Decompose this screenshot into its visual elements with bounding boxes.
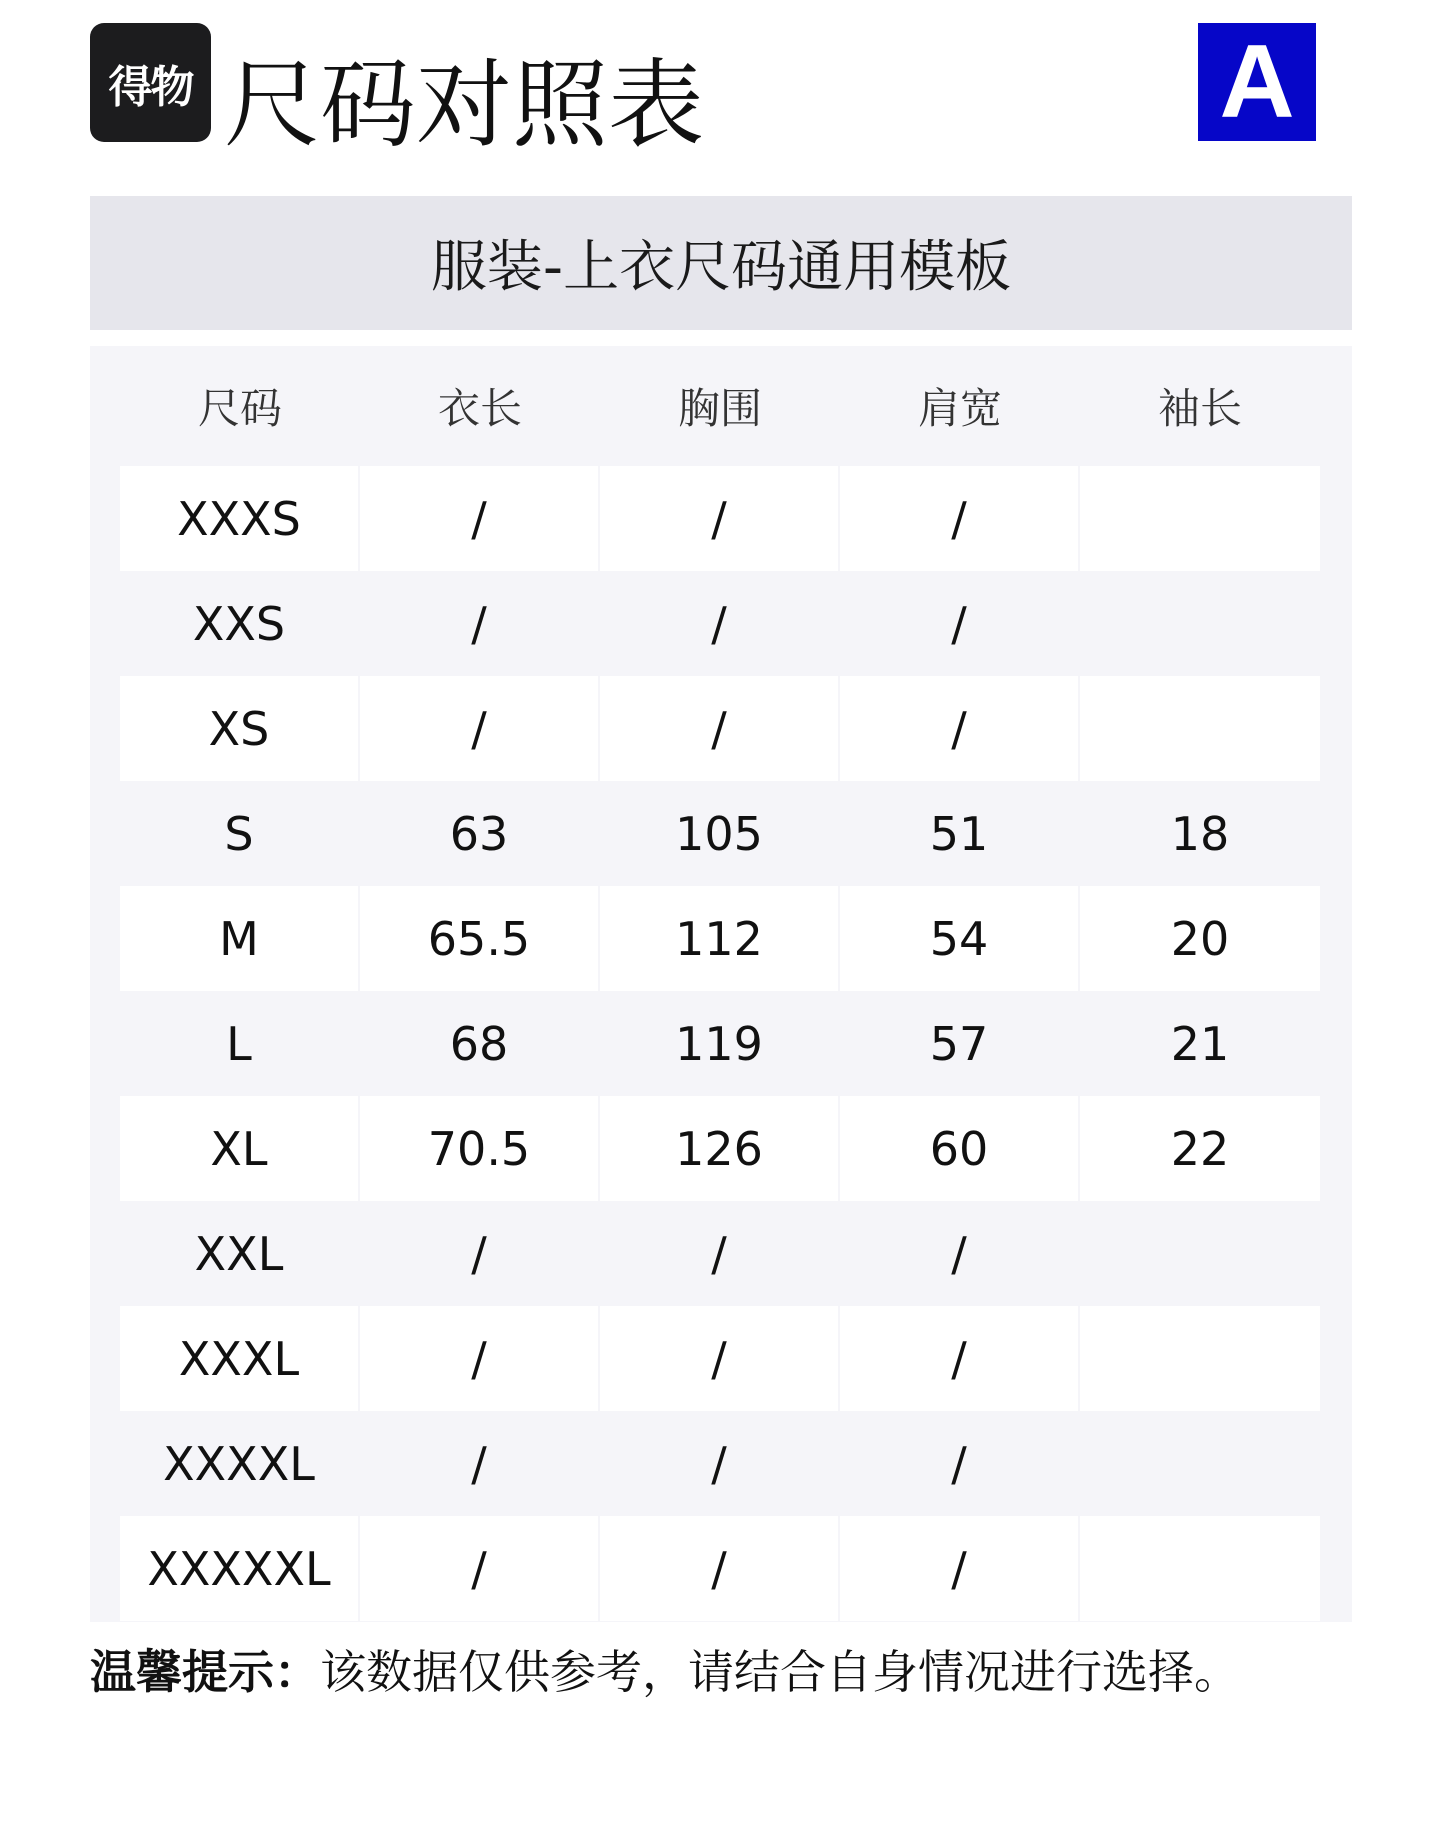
cell-chest: 112: [600, 886, 838, 991]
cell-sleeve: [1080, 571, 1320, 676]
column-header-chest: 胸围: [677, 384, 762, 433]
cell-chest: /: [711, 1436, 727, 1491]
cell-shoulder: /: [840, 466, 1078, 571]
cell-chest: /: [600, 466, 838, 571]
cell-length: /: [360, 1306, 598, 1411]
table-row: [120, 676, 1320, 781]
cell-length: /: [471, 1436, 487, 1491]
cell-length: 65.5: [360, 886, 598, 991]
cell-shoulder: /: [951, 596, 967, 651]
column-header-sleeve: 袖长: [1157, 384, 1242, 433]
size-table: [90, 346, 1352, 1622]
cell-shoulder: /: [951, 1226, 967, 1281]
page-title: 尺码对照表: [224, 49, 704, 161]
cell-size: S: [224, 806, 254, 861]
cell-size: L: [226, 1016, 252, 1071]
table-body: [120, 466, 1320, 1621]
table-header-row: [120, 346, 1320, 466]
tip-text: 该数据仅供参考，请结合自身情况进行选择。: [320, 1645, 1240, 1699]
cell-length: /: [360, 466, 598, 571]
column-header-length: 衣长: [437, 384, 522, 433]
cell-length: /: [360, 1516, 598, 1621]
table-row: [120, 1096, 1320, 1201]
cell-sleeve: 22: [1080, 1096, 1320, 1201]
cell-sleeve: [1080, 466, 1320, 571]
cell-size: XS: [120, 676, 358, 781]
cell-length: /: [471, 1226, 487, 1281]
cell-length: /: [471, 596, 487, 651]
logo-text: 得物: [108, 61, 193, 113]
cell-chest: 105: [675, 806, 763, 861]
table-row: [120, 991, 1320, 1096]
column-header-size: 尺码: [197, 384, 282, 433]
cell-sleeve: 20: [1080, 886, 1320, 991]
cell-shoulder: /: [951, 1436, 967, 1491]
cell-length: 68: [449, 1016, 509, 1071]
cell-shoulder: 54: [840, 886, 1078, 991]
cell-shoulder: /: [840, 1306, 1078, 1411]
dewu-logo: [90, 23, 211, 142]
tip-note: [90, 1640, 1240, 1704]
cell-sleeve: 21: [1170, 1016, 1230, 1071]
cell-sleeve: [1080, 1411, 1320, 1516]
cell-shoulder: /: [840, 676, 1078, 781]
cell-chest: /: [711, 1226, 727, 1281]
cell-chest: /: [711, 596, 727, 651]
cell-sleeve: [1080, 1201, 1320, 1306]
cell-chest: /: [600, 1516, 838, 1621]
cell-sleeve: [1080, 1516, 1320, 1621]
cell-size: XXXXL: [163, 1436, 315, 1491]
cell-length: 70.5: [360, 1096, 598, 1201]
table-row: [120, 886, 1320, 991]
cell-size: XXXXXL: [120, 1516, 358, 1621]
table-row: [120, 1306, 1320, 1411]
table-row: [120, 571, 1320, 676]
table-subtitle: 服装-上衣尺码通用模板: [90, 196, 1352, 330]
cell-length: 63: [449, 806, 509, 861]
cell-size: XXXS: [120, 466, 358, 571]
brand-mark-letter: A: [1219, 24, 1295, 140]
cell-length: /: [360, 676, 598, 781]
cell-shoulder: 51: [929, 806, 989, 861]
cell-size: XXS: [192, 596, 286, 651]
cell-chest: 126: [600, 1096, 838, 1201]
cell-size: XXL: [194, 1226, 284, 1281]
brand-mark-logo: [1198, 23, 1316, 141]
cell-chest: /: [600, 676, 838, 781]
table-row: [120, 1201, 1320, 1306]
table-row: [120, 781, 1320, 886]
cell-sleeve: [1080, 676, 1320, 781]
cell-chest: /: [600, 1306, 838, 1411]
table-row: [120, 1411, 1320, 1516]
cell-size: XL: [120, 1096, 358, 1201]
tip-label: 温馨提示：: [90, 1645, 320, 1699]
table-row: [120, 466, 1320, 571]
table-row: [120, 1516, 1320, 1621]
column-header-shoulder: 肩宽: [917, 384, 1002, 433]
cell-shoulder: 57: [929, 1016, 989, 1071]
cell-chest: 119: [675, 1016, 763, 1071]
cell-shoulder: /: [840, 1516, 1078, 1621]
cell-sleeve: 18: [1170, 806, 1230, 861]
cell-sleeve: [1080, 1306, 1320, 1411]
cell-size: M: [120, 886, 358, 991]
cell-size: XXXL: [120, 1306, 358, 1411]
cell-shoulder: 60: [840, 1096, 1078, 1201]
